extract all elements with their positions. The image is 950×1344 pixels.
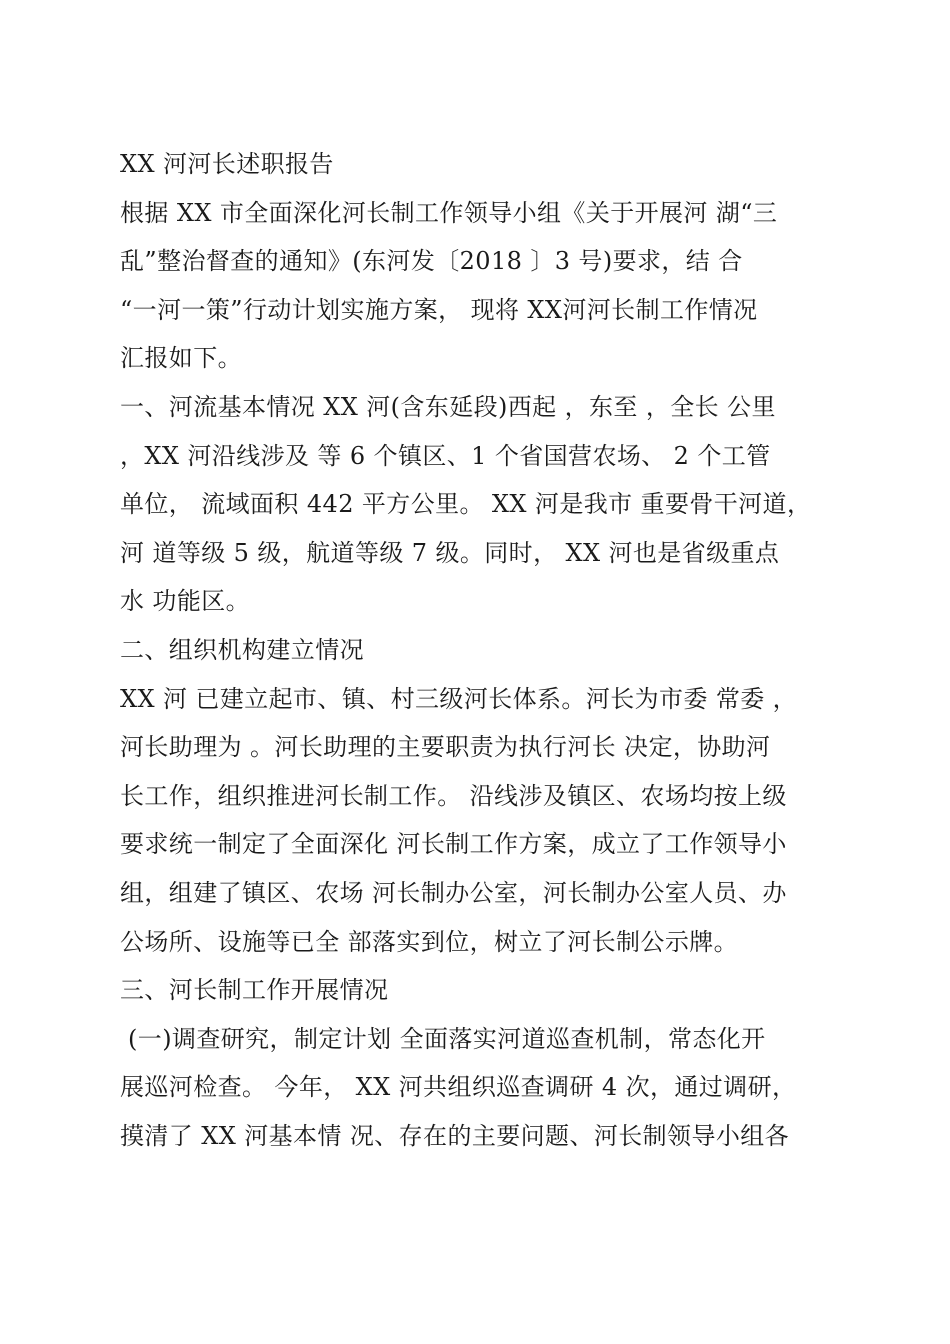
text-line: 河 道等级 5 级，航道等级 7 级。同时， XX 河也是省级重点	[120, 538, 780, 567]
text-line: 单位， 流域面积 442 平方公里。 XX 河是我市 重要骨干河道，	[120, 490, 812, 519]
text-line: 河长助理为 。河长助理的主要职责为执行河长 决定，协助河	[120, 733, 771, 762]
report-body	[120, 140, 835, 1160]
text-line: “一河一策”行动计划实施方案， 现将 XX河河长制工作情况	[120, 295, 758, 324]
text-line: XX 河 已建立起市、镇、村三级河长体系。河长为市委 常委 ，	[120, 684, 798, 713]
section-heading-2: 二、组织机构建立情况	[120, 635, 364, 664]
subsection-heading: (一)调查研究，制定计划 全面落实河道巡查机制，常态化开	[120, 1024, 766, 1053]
text-line: 汇报如下。	[120, 344, 242, 373]
section-heading-1: 一、河流基本情况 XX 河(含东延段)西起 ，东至 ，全长 公里	[120, 392, 776, 421]
text-line: ，XX 河沿线涉及 等 6 个镇区、1 个省国营农场、 2 个工管	[120, 441, 771, 470]
text-line: 公场所、设施等已全 部落实到位，树立了河长制公示牌。	[120, 927, 739, 956]
text-line: 长工作，组织推进河长制工作。 沿线涉及镇区、农场均按上级	[120, 781, 787, 810]
text-line: 根据 XX 市全面深化河长制工作领导小组《关于开展河 湖“三	[120, 198, 778, 227]
text-line: 乱”整治督查的通知》(东河发〔2018 〕3 号)要求，结 合	[120, 247, 743, 276]
text-line: 水 功能区。	[120, 587, 251, 616]
text-line: 展巡河检查。 今年， XX 河共组织巡查调研 4 次，通过调研，	[120, 1073, 797, 1102]
text-line: 要求统一制定了全面深化 河长制工作方案，成立了工作领导小	[120, 830, 787, 859]
section-heading-3: 三、河长制工作开展情况	[120, 976, 389, 1005]
report-title: XX 河河长述职报告	[120, 150, 334, 178]
text-line: 组，组建了镇区、农场 河长制办公室，河长制办公室人员、办	[120, 878, 787, 907]
text-line: 摸清了 XX 河基本情 况、存在的主要问题、河长制领导小组各	[120, 1121, 790, 1150]
